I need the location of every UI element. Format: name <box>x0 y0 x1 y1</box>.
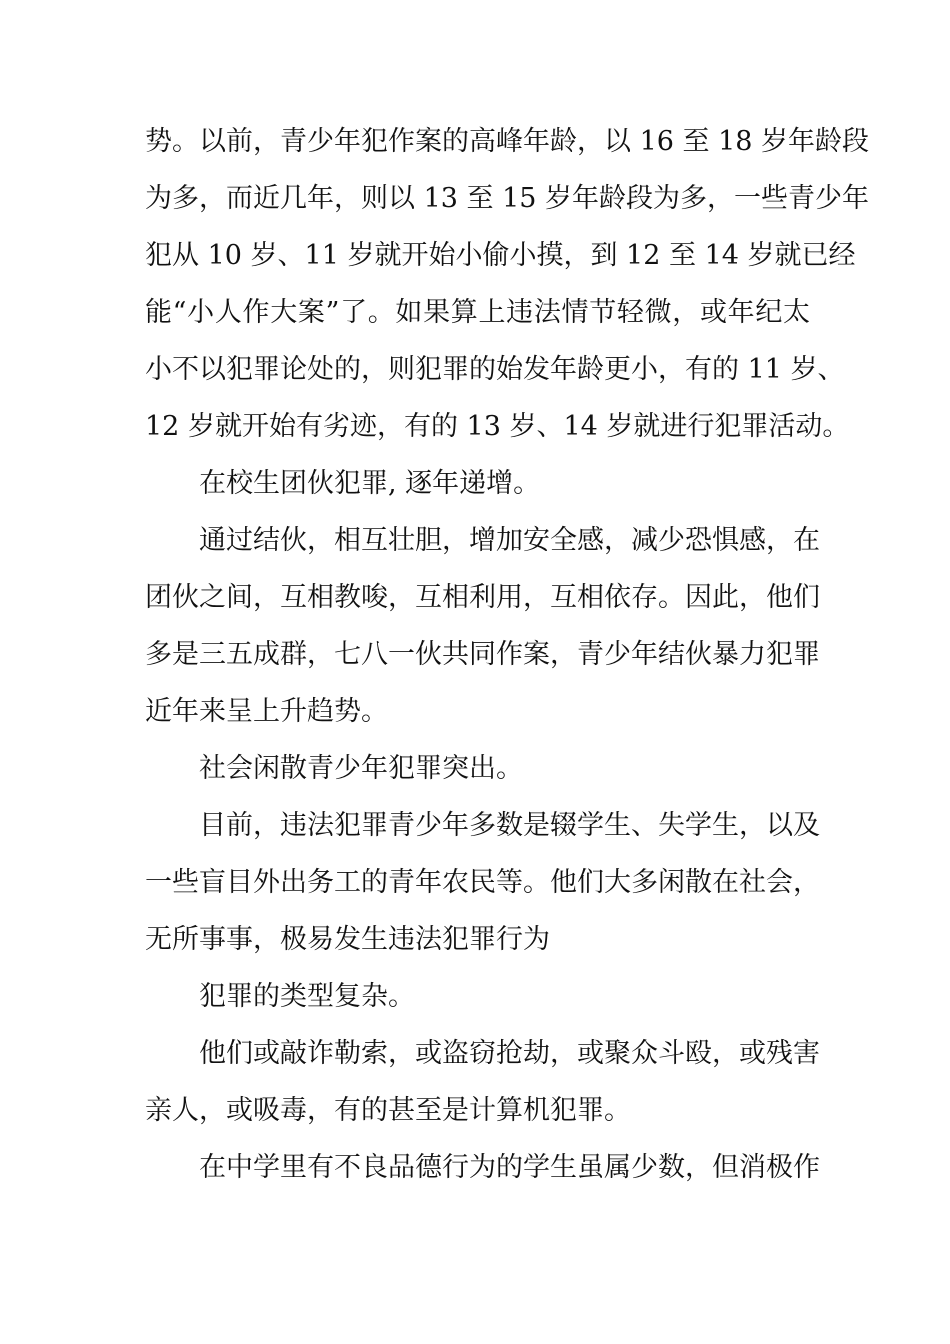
text-line: 无所事事，极易发生违法犯罪行为 <box>145 924 550 955</box>
paragraph <box>145 797 820 968</box>
text-line: 势。以前，青少年犯作案的高峰年龄，以 16 至 18 岁年龄段 <box>145 126 870 157</box>
text-line: 犯从 10 岁、11 岁就开始小偷小摸，到 12 至 14 岁就已经 <box>145 240 856 271</box>
text-line: 团伙之间，互相教唆，互相利用，互相依存。因此，他们 <box>145 582 820 613</box>
paragraph <box>145 512 820 740</box>
paragraph <box>145 455 810 512</box>
paragraph <box>145 740 810 797</box>
text-line: 近年来呈上升趋势。 <box>145 696 388 727</box>
text-line: 能“小人作大案”了。如果算上违法情节轻微，或年纪太 <box>145 297 810 328</box>
paragraph <box>145 1025 820 1139</box>
text-line: 在中学里有不良品德行为的学生虽属少数，但消极作 <box>199 1152 820 1183</box>
text-line: 亲人，或吸毒，有的甚至是计算机犯罪。 <box>145 1095 631 1126</box>
text-line: 小不以犯罪论处的，则犯罪的始发年龄更小，有的 11 岁、 <box>145 354 845 385</box>
text-line: 12 岁就开始有劣迹，有的 13 岁、14 岁就进行犯罪活动。 <box>145 411 850 442</box>
text-line: 为多，而近几年，则以 13 至 15 岁年龄段为多，一些青少年 <box>145 183 870 214</box>
paragraph <box>145 968 810 1025</box>
section-heading: 社会闲散青少年犯罪突出。 <box>199 753 523 784</box>
document-body <box>145 113 870 1196</box>
text-line: 通过结伙，相互壮胆，增加安全感，减少恐惧感，在 <box>199 525 820 556</box>
text-line: 他们或敲诈勒索，或盗窃抢劫，或聚众斗殴，或残害 <box>199 1038 820 1069</box>
section-heading: 犯罪的类型复杂。 <box>199 981 415 1012</box>
text-line: 多是三五成群，七八一伙共同作案，青少年结伙暴力犯罪 <box>145 639 820 670</box>
paragraph <box>145 1139 820 1196</box>
text-line: 一些盲目外出务工的青年农民等。他们大多闲散在社会， <box>145 867 820 898</box>
text-line: 目前，违法犯罪青少年多数是辍学生、失学生，以及 <box>199 810 820 841</box>
section-heading: 在校生团伙犯罪, 逐年递增。 <box>199 468 541 499</box>
paragraph <box>145 113 870 455</box>
